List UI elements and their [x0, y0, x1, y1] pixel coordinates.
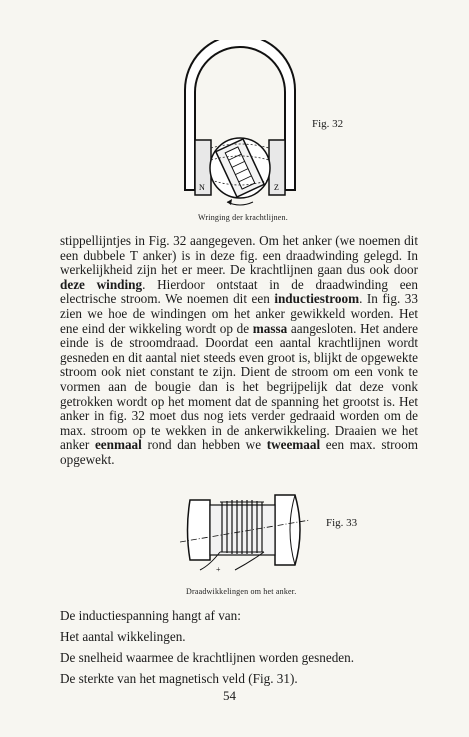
page-number: 54: [223, 688, 236, 703]
list-item: De snelheid waarmee de krachtlijnen worden gesneden.: [60, 650, 355, 665]
figure-32-label: Fig. 32: [312, 118, 344, 130]
figure-33-caption: Draadwikkelingen om het anker.: [186, 587, 297, 596]
figure-33-armature-diagram: [180, 480, 310, 580]
figure-33-label: Fig. 33: [326, 517, 358, 529]
text-run: aangesloten. Het andere einde is de stroomdraad. Doordat een aantal krachtlijnen wordt gesneden en dit aantal niet steeds even groot is, blijkt de opgewekte stroom ook niet constant te zijn. Dient de stroom om een vonk te vormen aan de bougie dan is het begrijpelijk dat deze vonk getrokken wordt op het moment dat de spanning het grootst is. Het anker in fig. 32 moet dus nog iets verder gedraaid worden om de max. stroom op te wekken in de ankerwikkeling. Draaien we het anker: [60, 320, 418, 453]
text-run: stippellijntjes in Fig. 32: [60, 233, 187, 248]
figure-32-caption: Wringing der krachtlijnen.: [198, 213, 288, 222]
body-paragraph: [60, 234, 418, 468]
text-run: een max. stroom opgewekt.: [60, 437, 419, 467]
text-run: . Hierdoor ontstaat in de draadwinding een electrische stroom. We noemen dit een: [60, 276, 419, 307]
bold-term: tweemaal: [266, 437, 321, 453]
text-run: aangegeven. Om het anker (we noemen dit een dubbele T anker) is in deze fig. een draadwinding gelegd. In werkelijkheid zijn het er meer. De krachtlijnen gaan dus ook door: [60, 233, 418, 278]
list-item: Het aantal wikkelingen.: [60, 629, 186, 644]
text-run: rond dan hebben we: [141, 437, 267, 453]
bold-term: massa: [252, 320, 288, 336]
text-run: . In fig. 33 zien we hoe de windingen om het anker gewikkeld worden. Het ene eind der wikkeling wordt op de: [60, 291, 418, 336]
bold-term: inductiestroom: [274, 291, 360, 307]
figure-32-magnet-diagram: [175, 40, 305, 208]
north-pole-label: N: [199, 183, 205, 192]
list-item: De sterkte van het magnetisch veld (Fig. 31).: [60, 671, 298, 686]
south-pole-label: Z: [274, 183, 279, 192]
list-intro: De inductiespanning hangt af van:: [60, 608, 241, 623]
bold-term: eenmaal: [94, 437, 142, 453]
bold-term: deze winding: [60, 276, 143, 292]
svg-text:+: +: [216, 565, 221, 574]
